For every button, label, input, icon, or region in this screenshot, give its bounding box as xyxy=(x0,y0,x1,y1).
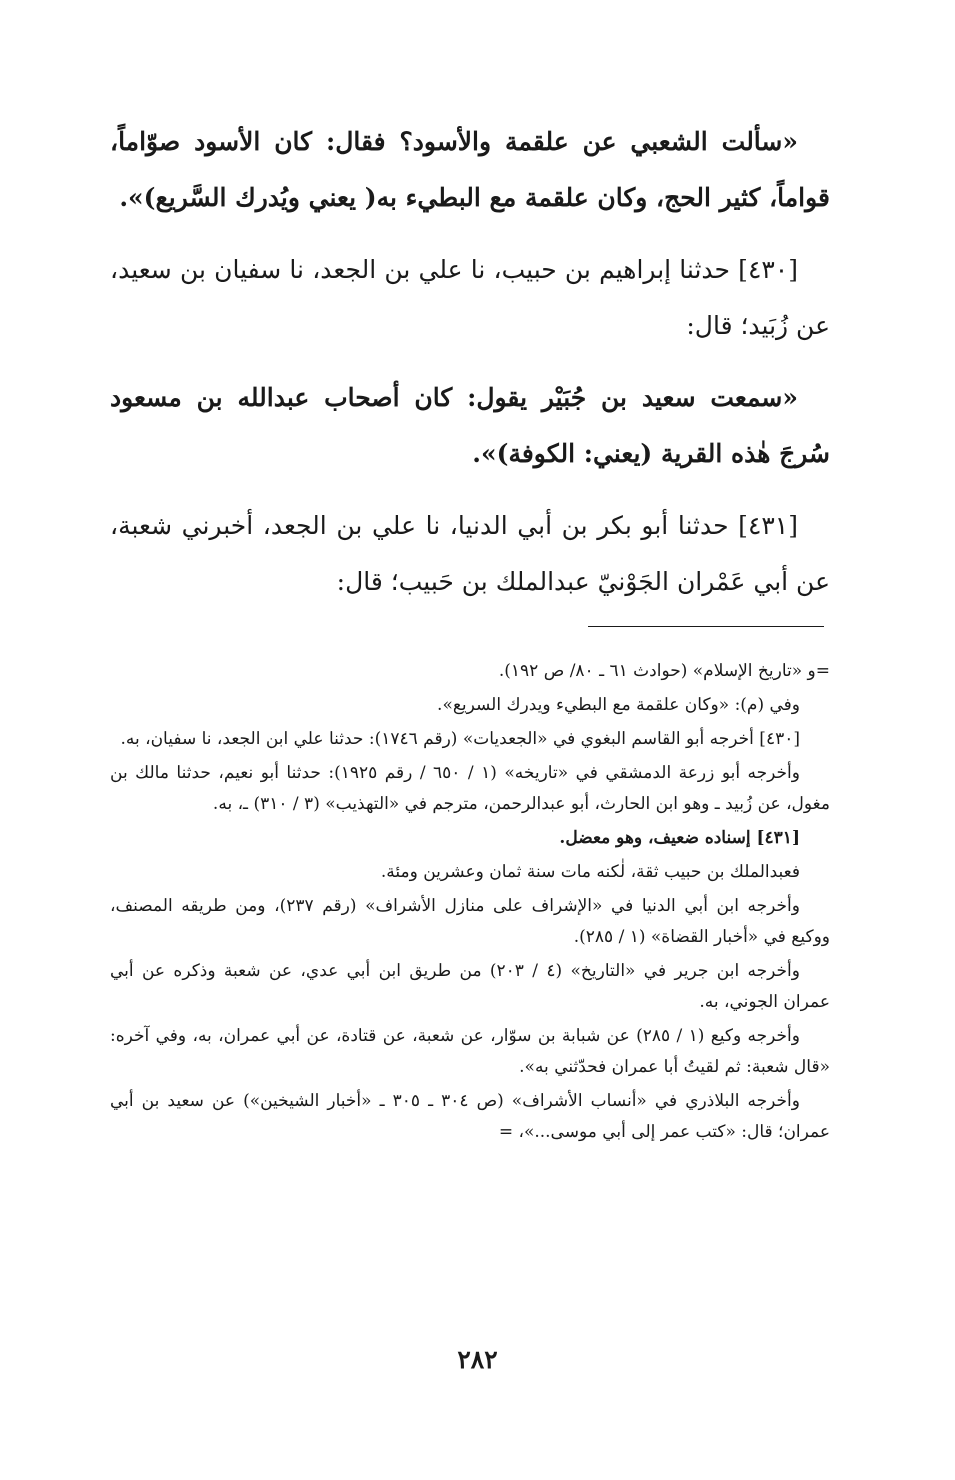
footnote-line: وأخرجه وكيع (١ / ٢٨٥) عن شبابة بن سوّار، عن شعبة، عن قتادة، عن أبي عمران، به، وفي آخره: «قال شعبة: ثم لقيتُ أبا عمران فحدّثني به». xyxy=(110,1026,830,1077)
footnote-line: =و «تاريخ الإسلام» (حوادث ٦١ ـ ٨٠/ ص ١٩٢). xyxy=(498,661,830,681)
quote-paragraph: «سمعت سعيد بن جُبَيْر يقول: كان أصحاب عبدالله بن مسعود سُرجَ هٰذه القرية (يعني: الكوفة)». xyxy=(110,383,830,468)
page-number: ٢٨٢ xyxy=(457,1345,498,1374)
footnote-line: وأخرجه أبو زرعة الدمشقي في «تاريخه» (١ / ٦٥٠ / رقم ١٩٢٥): حدثنا أبو نعيم، حدثنا مالك بن مغول، عن زُبيد ـ وهو ابن الحارث، أبو عبدالرحمن، مترجم في «التهذيب» (٣ / ٣١٠) ـ، به. xyxy=(110,763,830,814)
hadith-narration-431: [٤٣١] حدثنا أبو بكر بن أبي الدنيا، نا علي بن الجعد، أخبرني شعبة، عن أبي عَمْران الجَوْنيّ عبدالملك بن حَبيب؛ قال: xyxy=(110,511,830,596)
footnote-line: وأخرجه البلاذري في «أنساب الأشراف» (ص ٣٠٤ ـ ٣٠٥ ـ «أخبار الشيخين») عن سعيد بن أبي عمران؛ قال: «كتب عمر إلى أبي موسى...»، = xyxy=(110,1091,830,1142)
footnote-line: وأخرجه ابن أبي الدنيا في «الإشراف على منازل الأشراف» (رقم ٢٣٧)، ومن طريقه المصنف، ووكيع في «أخبار القضاة» (١ / ٢٨٥). xyxy=(110,896,830,947)
quote-paragraph: «سألت الشعبي عن علقمة والأسود؟ فقال: كان الأسود صوّاماً، قواماً، كثير الحج، وكان علقمة مع البطيء به( يعني ويُدرك السَّريع)». xyxy=(110,127,830,212)
footnote-line: [٤٣١] إسناده ضعيف، وهو معضل. xyxy=(559,828,800,848)
hadith-narration-430: [٤٣٠] حدثنا إبراهيم بن حبيب، نا علي بن الجعد، نا سفيان بن سعيد، عن زُبَيد؛ قال: xyxy=(110,255,830,340)
footnote-line: وأخرجه ابن جرير في «التاريخ» (٤ / ٢٠٣) من طريق ابن أبي عدي، عن شعبة وذكره عن أبي عمران الجوني، به. xyxy=(110,961,830,1012)
footnote-line: وفي (م): «وكان علقمة مع البطيء ويدرك السريع». xyxy=(437,695,800,715)
main-text xyxy=(110,114,830,626)
footnote-line: فعبدالملك بن حبيب ثقة، لٰكنه مات سنة ثمان وعشرين ومئة. xyxy=(380,862,800,882)
footnotes xyxy=(110,656,830,1151)
footnote-separator xyxy=(588,626,824,627)
footnote-line: [٤٣٠] أخرجه أبو القاسم البغوي في «الجعديات» (رقم ١٧٤٦): حدثنا علي ابن الجعد، نا سفيان، به. xyxy=(120,729,800,749)
